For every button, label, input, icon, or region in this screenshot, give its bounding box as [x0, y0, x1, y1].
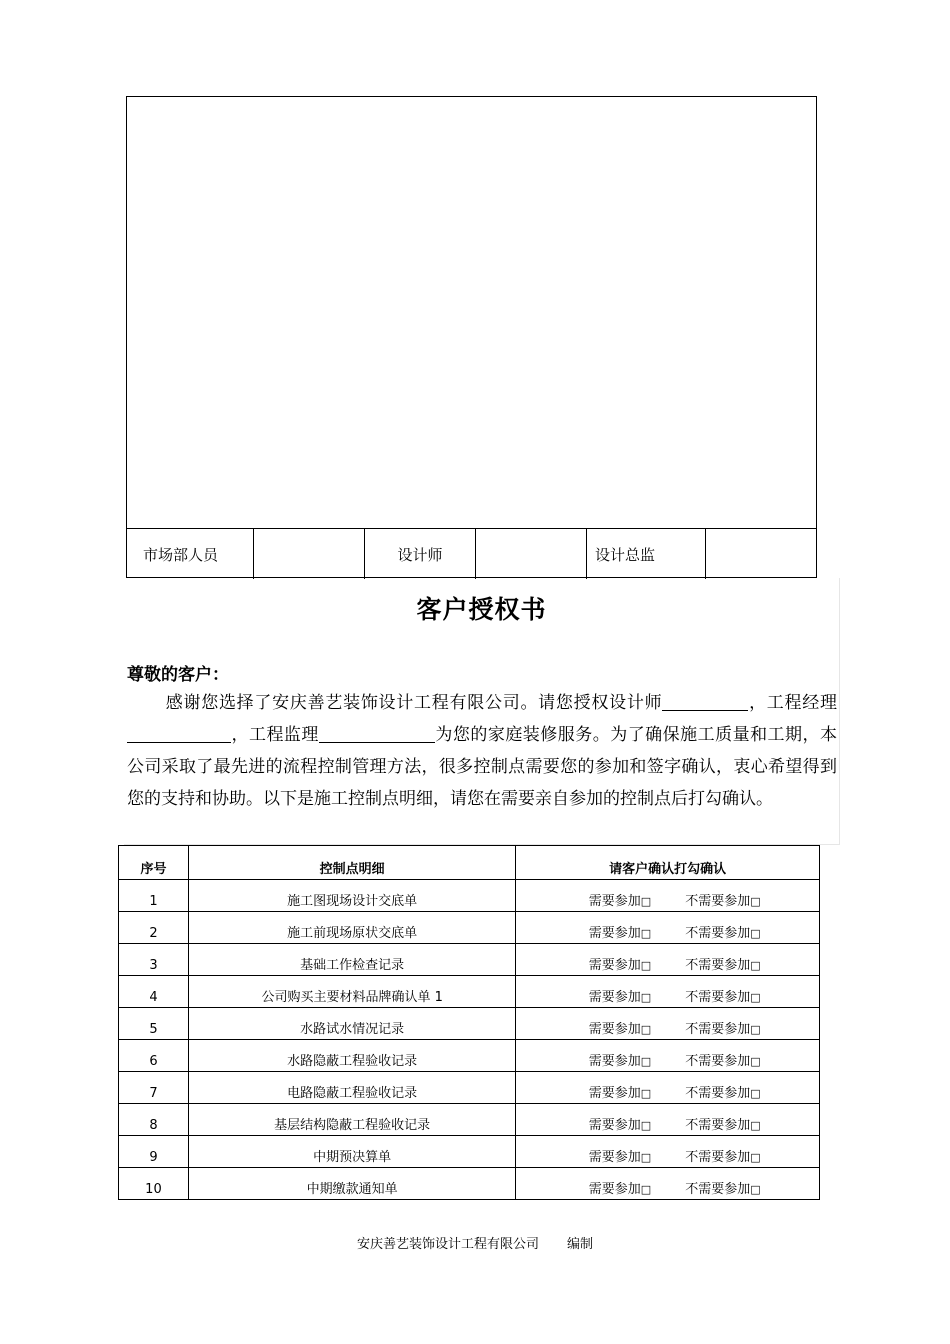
letter-text-4: 为您的家庭装修服务。为了确保施工质量和工期，本公司采取了最先进的流程控制管理方法，很多控制点需要您的参加和签字确认，衷心希望得到您的支持和协助。以下是施工控制点明细，请您在需要亲自参加的控制点后打勾确认。 [127, 725, 838, 809]
need-checkbox[interactable]: □ [640, 1087, 652, 1100]
no-need-option[interactable] [685, 890, 760, 909]
row-no: 3 [119, 944, 189, 976]
design-director-signature-field[interactable] [706, 529, 816, 579]
need-checkbox[interactable]: □ [640, 1055, 652, 1068]
table-row [119, 1040, 820, 1072]
no-need-checkbox[interactable]: □ [750, 927, 761, 940]
no-need-checkbox[interactable]: □ [750, 895, 761, 908]
need-label: 需要参加 [588, 1022, 641, 1037]
need-label: 需要参加 [588, 1118, 641, 1133]
need-option[interactable] [589, 954, 651, 973]
no-need-checkbox[interactable]: □ [750, 1023, 761, 1036]
no-need-checkbox[interactable]: □ [750, 1055, 761, 1068]
no-need-checkbox[interactable]: □ [750, 1183, 761, 1196]
no-need-checkbox[interactable]: □ [750, 1151, 761, 1164]
need-checkbox[interactable]: □ [640, 1183, 652, 1196]
row-confirm [516, 912, 820, 944]
need-checkbox[interactable]: □ [640, 927, 652, 940]
row-item: 施工前现场原状交底单 [188, 912, 515, 944]
row-no: 6 [119, 1040, 189, 1072]
page-title: 客户授权书 [416, 595, 547, 624]
need-checkbox[interactable]: □ [640, 959, 652, 972]
no-need-option[interactable] [685, 954, 760, 973]
design-director-label: 设计总监 [587, 529, 706, 579]
row-confirm [516, 1040, 820, 1072]
no-need-label: 不需要参加 [685, 1182, 751, 1197]
header-confirm: 请客户确认打勾确认 [516, 846, 820, 880]
no-need-option[interactable] [685, 1178, 760, 1197]
table-row [119, 976, 820, 1008]
need-checkbox[interactable]: □ [640, 1119, 652, 1132]
need-checkbox[interactable]: □ [640, 1151, 652, 1164]
row-no: 1 [119, 880, 189, 912]
need-option[interactable] [589, 1178, 651, 1197]
control-points-table [118, 845, 820, 1200]
footer-company: 安庆善艺装饰设计工程有限公司 [356, 1237, 539, 1252]
no-need-option[interactable] [685, 986, 760, 1005]
table-row [119, 880, 820, 912]
row-no: 2 [119, 912, 189, 944]
row-item: 水路隐蔽工程验收记录 [188, 1040, 515, 1072]
table-row [119, 1008, 820, 1040]
row-confirm [516, 1104, 820, 1136]
need-label: 需要参加 [588, 1054, 641, 1069]
designer-label: 设计师 [365, 529, 476, 579]
designer-signature-field[interactable] [476, 529, 587, 579]
table-row [119, 912, 820, 944]
header-item: 控制点明细 [188, 846, 515, 880]
letter-text-3: ，工程监理 [231, 725, 319, 745]
need-checkbox[interactable]: □ [640, 991, 652, 1004]
row-no: 4 [119, 976, 189, 1008]
no-need-checkbox[interactable]: □ [750, 991, 761, 1004]
no-need-option[interactable] [685, 1050, 760, 1069]
table-row [119, 944, 820, 976]
table-row [119, 1136, 820, 1168]
no-need-label: 不需要参加 [685, 1150, 751, 1165]
row-item: 电路隐蔽工程验收记录 [188, 1072, 515, 1104]
row-confirm [516, 880, 820, 912]
row-confirm [516, 944, 820, 976]
need-option[interactable] [589, 1082, 651, 1101]
no-need-checkbox[interactable]: □ [750, 1087, 761, 1100]
project-manager-name-blank[interactable] [127, 724, 231, 743]
table-row [119, 1072, 820, 1104]
row-confirm [516, 1136, 820, 1168]
need-option[interactable] [589, 1146, 651, 1165]
no-need-label: 不需要参加 [685, 990, 751, 1005]
designer-name-blank[interactable] [662, 692, 748, 711]
row-no: 5 [119, 1008, 189, 1040]
need-option[interactable] [589, 1114, 651, 1133]
row-item: 水路试水情况记录 [188, 1008, 515, 1040]
no-need-label: 不需要参加 [685, 1022, 751, 1037]
no-need-label: 不需要参加 [685, 1086, 751, 1101]
table-header-row [119, 846, 820, 880]
need-option[interactable] [589, 890, 651, 909]
no-need-option[interactable] [685, 1018, 760, 1037]
need-label: 需要参加 [588, 1086, 641, 1101]
no-need-label: 不需要参加 [685, 926, 751, 941]
salutation: 尊敬的客户： [127, 665, 229, 685]
need-label: 需要参加 [588, 990, 641, 1005]
no-need-label: 不需要参加 [685, 1054, 751, 1069]
row-confirm [516, 1072, 820, 1104]
row-no: 9 [119, 1136, 189, 1168]
row-no: 10 [119, 1168, 189, 1200]
letter-body [127, 687, 837, 815]
footer [0, 1233, 950, 1252]
row-item: 基层结构隐蔽工程验收记录 [188, 1104, 515, 1136]
no-need-option[interactable] [685, 1082, 760, 1101]
row-item: 公司购买主要材料品牌确认单 1 [188, 976, 515, 1008]
authorization-letter [124, 578, 840, 845]
signoff-row [127, 528, 816, 579]
row-no: 8 [119, 1104, 189, 1136]
letter-text-2: ，工程经理 [748, 693, 838, 713]
row-confirm [516, 1008, 820, 1040]
no-need-option[interactable] [685, 1114, 760, 1133]
no-need-checkbox[interactable]: □ [750, 1119, 761, 1132]
need-label: 需要参加 [588, 926, 641, 941]
need-checkbox[interactable]: □ [640, 1023, 652, 1036]
need-label: 需要参加 [588, 1182, 641, 1197]
need-option[interactable] [589, 986, 651, 1005]
letter-text-1: 感谢您选择了安庆善艺装饰设计工程有限公司。请您授权设计师 [165, 693, 663, 713]
marketing-staff-signature-field[interactable] [254, 529, 365, 579]
table-row [119, 1104, 820, 1136]
need-option[interactable] [589, 1018, 651, 1037]
row-confirm [516, 1168, 820, 1200]
table-row [119, 1168, 820, 1200]
footer-suffix: 编制 [567, 1237, 594, 1252]
header-no: 序号 [119, 846, 189, 880]
no-need-checkbox[interactable]: □ [750, 959, 761, 972]
need-label: 需要参加 [588, 1150, 641, 1165]
no-need-label: 不需要参加 [685, 958, 751, 973]
need-checkbox[interactable]: □ [640, 895, 652, 908]
drawing-frame [126, 96, 817, 578]
no-need-option[interactable] [685, 922, 760, 941]
row-item: 施工图现场设计交底单 [188, 880, 515, 912]
no-need-label: 不需要参加 [685, 1118, 751, 1133]
row-item: 中期缴款通知单 [188, 1168, 515, 1200]
row-item: 中期预决算单 [188, 1136, 515, 1168]
need-option[interactable] [589, 922, 651, 941]
row-no: 7 [119, 1072, 189, 1104]
need-option[interactable] [589, 1050, 651, 1069]
project-supervisor-name-blank[interactable] [319, 724, 435, 743]
marketing-staff-label: 市场部人员 [127, 529, 254, 579]
no-need-option[interactable] [685, 1146, 760, 1165]
need-label: 需要参加 [588, 894, 641, 909]
row-confirm [516, 976, 820, 1008]
no-need-label: 不需要参加 [685, 894, 751, 909]
row-item: 基础工作检查记录 [188, 944, 515, 976]
need-label: 需要参加 [588, 958, 641, 973]
